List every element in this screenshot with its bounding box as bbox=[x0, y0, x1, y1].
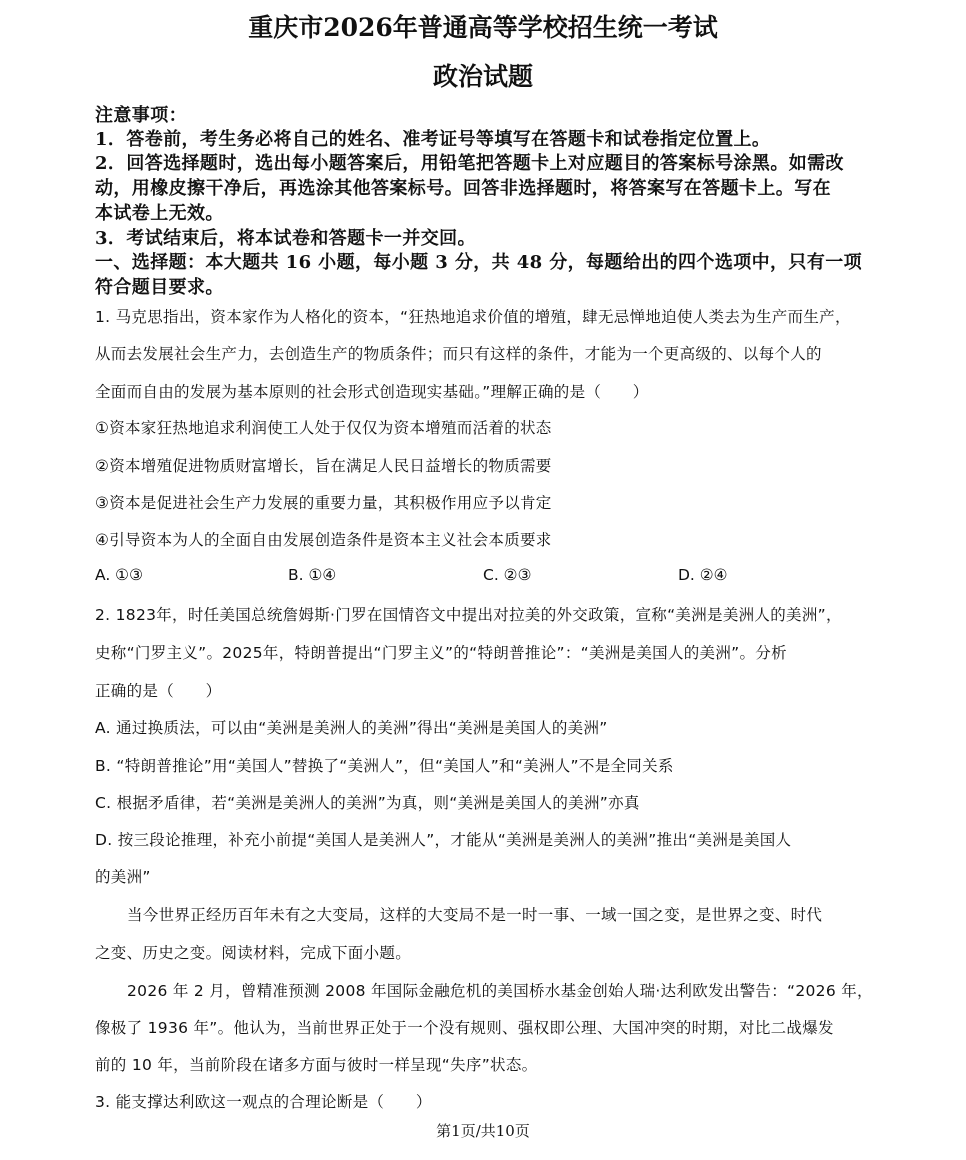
notice-item-3: 3．考试结束后，将本试卷和答题卡一并交回。 bbox=[95, 228, 476, 249]
exam-title: 重庆市2026年普通高等学校招生统一考试 bbox=[248, 13, 718, 42]
material-paragraph-2-line-2: 像极了 1936 年”。他认为，当前世界正处于一个没有规则、强权即公理、大国冲突的时期，对比二战爆发 bbox=[95, 1019, 834, 1037]
q1-statement-3: ③资本是促进社会生产力发展的重要力量，其积极作用应予以肯定 bbox=[95, 494, 552, 512]
section-heading-line-2: 符合题目要求。 bbox=[95, 277, 224, 298]
q1-stem-line-1: 1. 马克思指出，资本家作为人格化的资本，“狂热地追求价值的增殖，肆无忌惮地迫使人类去为生产而生产， bbox=[95, 308, 851, 326]
page-number: 第1页/共10页 bbox=[436, 1122, 530, 1140]
q2-option-b: B. “特朗普推论”用“美国人”替换了“美洲人”，但“美国人”和“美洲人”不是全同关系 bbox=[95, 757, 674, 775]
q2-option-d-line-2: 的美洲” bbox=[95, 868, 151, 886]
q1-option-a: A. ①③ bbox=[95, 566, 143, 584]
q2-option-d-line-1: D. 按三段论推理，补充小前提“美国人是美洲人”，才能从“美洲是美洲人的美洲”推出“美洲是美国人 bbox=[95, 831, 792, 849]
notice-heading: 注意事项： bbox=[95, 105, 187, 126]
material-paragraph-2-line-1: 2026 年 2 月，曾精准预测 2008 年国际金融危机的美国桥水基金创始人瑞·达利欧发出警告：“2026 年， bbox=[127, 982, 873, 1000]
q2-stem-line-1: 2. 1823年，时任美国总统詹姆斯·门罗在国情咨文中提出对拉美的外交政策，宣称“美洲是美洲人的美洲”， bbox=[95, 606, 842, 624]
q2-stem-line-3: 正确的是（ ） bbox=[95, 682, 222, 700]
q1-stem-line-3: 全面而自由的发展为基本原则的社会形式创造现实基础。”理解正确的是（ ） bbox=[95, 383, 649, 401]
q1-option-d: D. ②④ bbox=[678, 566, 728, 584]
q1-statement-2: ②资本增殖促进物质财富增长，旨在满足人民日益增长的物质需要 bbox=[95, 457, 552, 475]
q3-stem-line-1: 3. 能支撑达利欧这一观点的合理论断是（ ） bbox=[95, 1093, 432, 1111]
notice-item-1: 1．答卷前，考生务必将自己的姓名、准考证号等填写在答题卡和试卷指定位置上。 bbox=[95, 129, 771, 150]
q1-statement-4: ④引导资本为人的全面自由发展创造条件是资本主义社会本质要求 bbox=[95, 531, 552, 549]
material-paragraph-1-line-1: 当今世界正经历百年未有之大变局，这样的大变局不是一时一事、一域一国之变，是世界之变、时代 bbox=[127, 906, 823, 924]
q2-option-a: A. 通过换质法，可以由“美洲是美洲人的美洲”得出“美洲是美国人的美洲” bbox=[95, 719, 608, 737]
q2-option-c: C. 根据矛盾律，若“美洲是美洲人的美洲”为真，则“美洲是美国人的美洲”亦真 bbox=[95, 794, 640, 812]
notice-item-2-line-3: 本试卷上无效。 bbox=[95, 203, 224, 224]
section-heading-line-1: 一、选择题：本大题共 16 小题，每小题 3 分，共 48 分，每题给出的四个选项中，只有一项 bbox=[95, 252, 863, 273]
material-paragraph-2-line-3: 前的 10 年，当前阶段在诸多方面与彼时一样呈现“失序”状态。 bbox=[95, 1056, 538, 1074]
notice-item-2-line-1: 2．回答选择题时，选出每小题答案后，用铅笔把答题卡上对应题目的答案标号涂黑。如需改 bbox=[95, 153, 844, 174]
q1-statement-1: ①资本家狂热地追求利润使工人处于仅仅为资本增殖而活着的状态 bbox=[95, 419, 552, 437]
subject-title: 政治试题 bbox=[432, 62, 533, 91]
notice-item-2-line-2: 动，用橡皮擦干净后，再选涂其他答案标号。回答非选择题时，将答案写在答题卡上。写在 bbox=[95, 178, 831, 199]
material-paragraph-1-line-2: 之变、历史之变。阅读材料，完成下面小题。 bbox=[95, 944, 412, 962]
q1-stem-line-2: 从而去发展社会生产力，去创造生产的物质条件；而只有这样的条件，才能为一个更高级的、以每个人的 bbox=[95, 345, 822, 363]
q2-stem-line-2: 史称“门罗主义”。2025年，特朗普提出“门罗主义”的“特朗普推论”：“美洲是美国人的美洲”。分析 bbox=[95, 644, 787, 662]
q1-option-b: B. ①④ bbox=[288, 566, 337, 584]
q1-option-c: C. ②③ bbox=[483, 566, 532, 584]
